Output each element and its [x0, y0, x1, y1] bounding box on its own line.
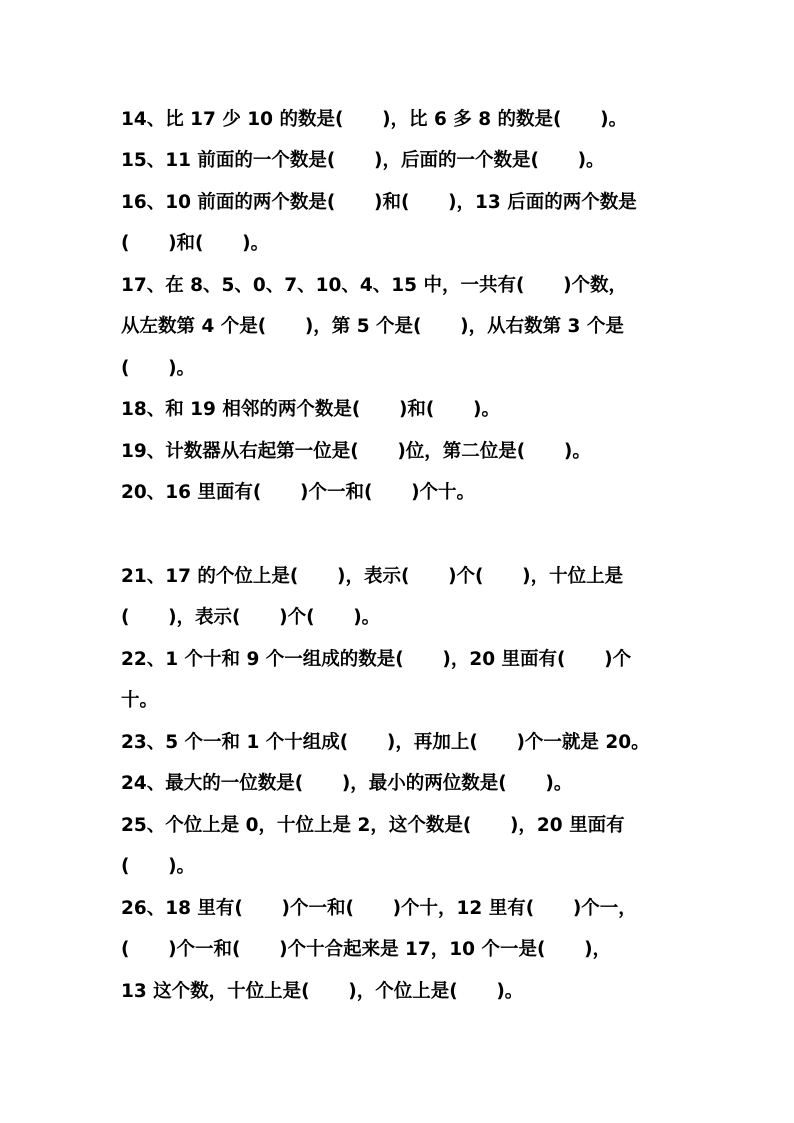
- question-22-line-2: 十。: [121, 690, 159, 711]
- question-26-line-2: ( )个一和( )个十合起来是 17，10 个一是( )，: [121, 939, 612, 960]
- question-26-line-1: 26、18 里有( )个一和( )个十，12 里有( )个一，: [121, 898, 637, 919]
- question-23-line-1: 23、5 个一和 1 个十组成( )，再加上( )个一就是 20。: [121, 732, 650, 753]
- question-14-line-1: 14、比 17 少 10 的数是( )，比 6 多 8 的数是( )。: [121, 109, 628, 130]
- question-16-line-1: 16、10 前面的两个数是( )和( )，13 后面的两个数是: [121, 192, 637, 213]
- question-25-line-1: 25、个位上是 0，十位上是 2，这个数是( )，20 里面有: [121, 815, 625, 836]
- question-24-line-1: 24、最大的一位数是( )，最小的两位数是( )。: [121, 773, 573, 794]
- question-19-line-1: 19、计数器从右起第一位是( )位，第二位是( )。: [121, 441, 591, 462]
- question-25-line-2: ( )。: [121, 856, 196, 877]
- question-20-line-1: 20、16 里面有( )个一和( )个十。: [121, 482, 476, 503]
- question-17-line-3: ( )。: [121, 358, 196, 379]
- question-21-line-2: ( )，表示( )个( )。: [121, 607, 381, 628]
- question-16-line-2: ( )和( )。: [121, 233, 270, 254]
- question-17-line-2: 从左数第 4 个是( )，第 5 个是( )，从右数第 3 个是: [121, 316, 624, 337]
- question-21-line-1: 21、17 的个位上是( )，表示( )个( )，十位上是: [121, 566, 624, 587]
- question-15-line-1: 15、11 前面的一个数是( )，后面的一个数是( )。: [121, 150, 605, 171]
- question-22-line-1: 22、1 个十和 9 个一组成的数是( )，20 里面有( )个: [121, 649, 632, 670]
- question-26-line-3: 13 这个数，十位上是( )，个位上是( )。: [121, 981, 524, 1002]
- question-18-line-1: 18、和 19 相邻的两个数是( )和( )。: [121, 399, 500, 420]
- question-17-line-1: 17、在 8、5、0、7、10、4、15 中，一共有( )个数，: [121, 275, 628, 296]
